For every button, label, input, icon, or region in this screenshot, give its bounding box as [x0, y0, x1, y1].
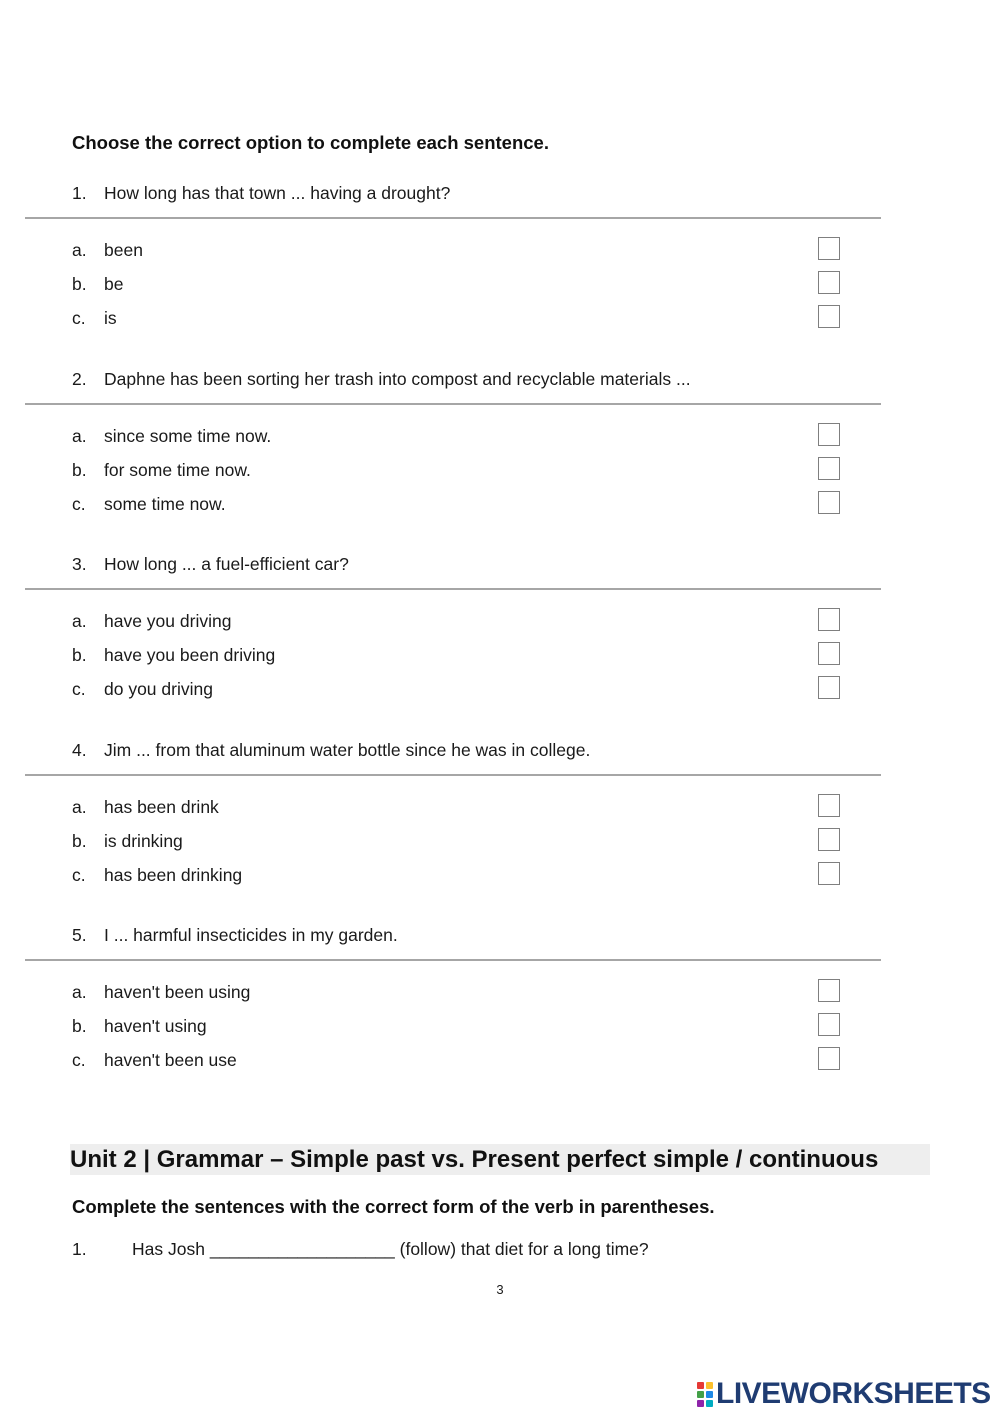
question-text: I ... harmful insecticides in my garden. — [104, 925, 398, 945]
option-text: some time now. — [104, 494, 226, 514]
option-text: been — [104, 240, 143, 260]
question-divider — [25, 588, 881, 590]
answer-blank[interactable]: ___________________ — [209, 1239, 395, 1259]
option-text: since some time now. — [104, 426, 272, 446]
answer-option[interactable] — [72, 794, 852, 824]
option-text: has been drinking — [104, 865, 243, 885]
option-text: is drinking — [104, 831, 183, 851]
question-line — [72, 183, 450, 204]
answer-option[interactable] — [72, 828, 852, 858]
answer-option[interactable] — [72, 271, 852, 301]
question-line — [72, 554, 349, 575]
option-checkbox[interactable] — [818, 794, 840, 817]
option-letter: a. — [72, 797, 87, 817]
section1-instruction: Choose the correct option to complete each sentence. — [72, 132, 549, 153]
option-text: haven't been use — [104, 1050, 237, 1070]
option-checkbox[interactable] — [818, 828, 840, 851]
option-checkbox[interactable] — [818, 1013, 840, 1036]
option-letter: b. — [72, 460, 87, 480]
question-divider — [25, 403, 881, 405]
option-letter: c. — [72, 308, 86, 328]
option-checkbox[interactable] — [818, 979, 840, 1002]
option-letter: b. — [72, 831, 87, 851]
option-letter: b. — [72, 274, 87, 294]
fill-in-item — [72, 1239, 649, 1260]
question-number: 2. — [72, 369, 87, 389]
question-number: 4. — [72, 740, 87, 760]
option-text: have you driving — [104, 611, 232, 631]
section2-instruction: Complete the sentences with the correct form of the verb in parentheses. — [72, 1196, 715, 1217]
answer-option[interactable] — [72, 491, 852, 521]
option-letter: a. — [72, 982, 87, 1002]
logo-mark-icon — [697, 1382, 713, 1407]
option-checkbox[interactable] — [818, 423, 840, 446]
question-divider — [25, 959, 881, 961]
option-checkbox[interactable] — [818, 676, 840, 699]
answer-option[interactable] — [72, 608, 852, 638]
option-letter: c. — [72, 494, 86, 514]
answer-option[interactable] — [72, 305, 852, 335]
question-line — [72, 740, 590, 761]
option-letter: a. — [72, 611, 87, 631]
option-text: has been drink — [104, 797, 219, 817]
answer-option[interactable] — [72, 423, 852, 453]
option-letter: b. — [72, 1016, 87, 1036]
answer-option[interactable] — [72, 676, 852, 706]
question-divider — [25, 217, 881, 219]
option-checkbox[interactable] — [818, 237, 840, 260]
option-letter: a. — [72, 426, 87, 446]
question-number: 3. — [72, 554, 87, 574]
question-text: How long has that town ... having a drought? — [104, 183, 451, 203]
option-text: have you been driving — [104, 645, 276, 665]
option-letter: c. — [72, 679, 86, 699]
answer-option[interactable] — [72, 457, 852, 487]
item-text-before: Has Josh — [132, 1239, 205, 1259]
answer-option[interactable] — [72, 642, 852, 672]
unit-heading: Unit 2 | Grammar – Simple past vs. Present perfect simple / continuous — [70, 1144, 930, 1175]
question-divider — [25, 774, 881, 776]
option-text: for some time now. — [104, 460, 251, 480]
question-number: 1. — [72, 183, 87, 203]
option-text: be — [104, 274, 124, 294]
question-number: 5. — [72, 925, 87, 945]
item-text-after: (follow) that diet for a long time? — [399, 1239, 649, 1259]
question-text: Jim ... from that aluminum water bottle since he was in college. — [104, 740, 591, 760]
option-text: is — [104, 308, 117, 328]
option-text: haven't been using — [104, 982, 251, 1002]
option-checkbox[interactable] — [818, 271, 840, 294]
option-checkbox[interactable] — [818, 642, 840, 665]
answer-option[interactable] — [72, 979, 852, 1009]
answer-option[interactable] — [72, 237, 852, 267]
option-checkbox[interactable] — [818, 457, 840, 480]
option-checkbox[interactable] — [818, 1047, 840, 1070]
question-text: How long ... a fuel-efficient car? — [104, 554, 349, 574]
option-text: haven't using — [104, 1016, 207, 1036]
page-number: 3 — [496, 1282, 504, 1297]
option-checkbox[interactable] — [818, 608, 840, 631]
option-checkbox[interactable] — [818, 305, 840, 328]
question-line — [72, 369, 691, 390]
option-letter: c. — [72, 865, 86, 885]
option-letter: a. — [72, 240, 87, 260]
item-number: 1. — [72, 1239, 87, 1259]
option-checkbox[interactable] — [818, 491, 840, 514]
logo-text: LIVEWORKSHEETS — [716, 1377, 991, 1410]
question-line — [72, 925, 398, 946]
answer-option[interactable] — [72, 1047, 852, 1077]
option-letter: c. — [72, 1050, 86, 1070]
liveworksheets-logo[interactable] — [697, 1378, 991, 1410]
answer-option[interactable] — [72, 862, 852, 892]
option-text: do you driving — [104, 679, 213, 699]
option-letter: b. — [72, 645, 87, 665]
question-text: Daphne has been sorting her trash into compost and recyclable materials ... — [104, 369, 691, 389]
answer-option[interactable] — [72, 1013, 852, 1043]
option-checkbox[interactable] — [818, 862, 840, 885]
